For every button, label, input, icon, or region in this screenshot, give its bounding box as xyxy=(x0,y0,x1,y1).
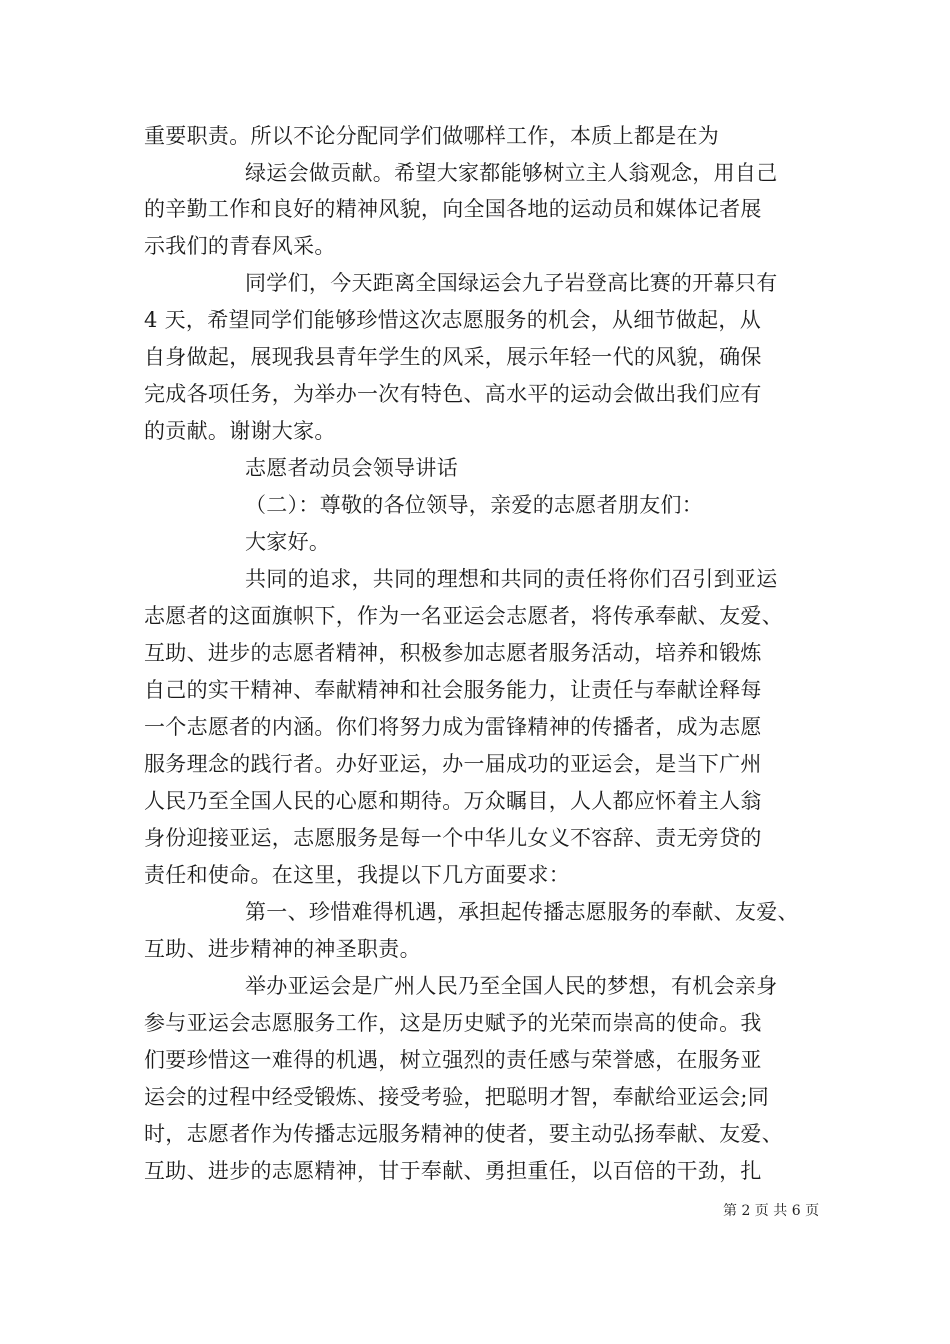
text-line: 的贡献。谢谢大家。 xyxy=(144,419,336,443)
text-line: 志愿者的这面旗帜下，作为一名亚运会志愿者，将传承奉献、友爱、 xyxy=(144,604,783,628)
page-number: 第 2 页 共 6 页 xyxy=(723,1203,820,1219)
text-line: 们要珍惜这一难得的机遇，树立强烈的责任感与荣誉感，在服务亚 xyxy=(144,1048,762,1072)
text-line: 自身做起，展现我县青年学生的风采，展示年轻一代的风貌，确保 xyxy=(144,345,762,369)
text-line: 重要职责。所以不论分配同学们做哪样工作，本质上都是在为 xyxy=(144,124,720,148)
text-line: 举办亚运会是广州人民乃至全国人民的梦想，有机会亲身 xyxy=(245,974,778,998)
text-line: 一个志愿者的内涵。你们将努力成为雷锋精神的传播者，成为志愿 xyxy=(144,715,762,739)
text-line: 时，志愿者作为传播志远服务精神的使者，要主动弘扬奉献、友爱、 xyxy=(144,1122,783,1146)
text-line: （二）：尊敬的各位领导，亲爱的志愿者朋友们： xyxy=(245,493,704,517)
text-line: 4 天，希望同学们能够珍惜这次志愿服务的机会，从细节做起，从 xyxy=(144,308,762,332)
text-line: 自己的实干精神、奉献精神和社会服务能力，让责任与奉献诠释每 xyxy=(144,678,762,702)
text-line: 共同的追求，共同的理想和共同的责任将你们召引到亚运 xyxy=(245,567,778,591)
text-line: 的辛勤工作和良好的精神风貌，向全国各地的运动员和媒体记者展 xyxy=(144,197,762,221)
text-line: 责任和使命。在这里，我提以下几方面要求： xyxy=(144,863,570,887)
text-line: 大家好。 xyxy=(245,530,331,554)
text-line: 示我们的青春风采。 xyxy=(144,234,336,258)
text-line: 互助、进步的志愿精神，甘于奉献、勇担重任，以百倍的干劲，扎 xyxy=(144,1159,762,1183)
text-line: 第一、珍惜难得机遇，承担起传播志愿服务的奉献、友爱、 xyxy=(245,900,799,924)
text-line: 运会的过程中经受锻炼、接受考验，把聪明才智，奉献给亚运会;同 xyxy=(144,1085,770,1109)
text-line: 互助、进步精神的神圣职责。 xyxy=(144,937,421,961)
text-line: 同学们，今天距离全国绿运会九子岩登高比赛的开幕只有 xyxy=(245,271,778,295)
text-line: 人民乃至全国人民的心愿和期待。万众瞩目，人人都应怀着主人翁 xyxy=(144,789,762,813)
text-line: 服务理念的践行者。办好亚运，办一届成功的亚运会，是当下广州 xyxy=(144,752,762,776)
text-line: 参与亚运会志愿服务工作，这是历史赋予的光荣而崇高的使命。我 xyxy=(144,1011,762,1035)
text-line: 互助、进步的志愿者精神，积极参加志愿者服务活动，培养和锻炼 xyxy=(144,641,762,665)
text-line: 身份迎接亚运，志愿服务是每一个中华儿女义不容辞、责无旁贷的 xyxy=(144,826,762,850)
text-line: 绿运会做贡献。希望大家都能够树立主人翁观念，用自己 xyxy=(245,161,778,185)
section-heading: 志愿者动员会领导讲话 xyxy=(245,456,458,480)
text-line: 完成各项任务，为举办一次有特色、高水平的运动会做出我们应有 xyxy=(144,382,762,406)
